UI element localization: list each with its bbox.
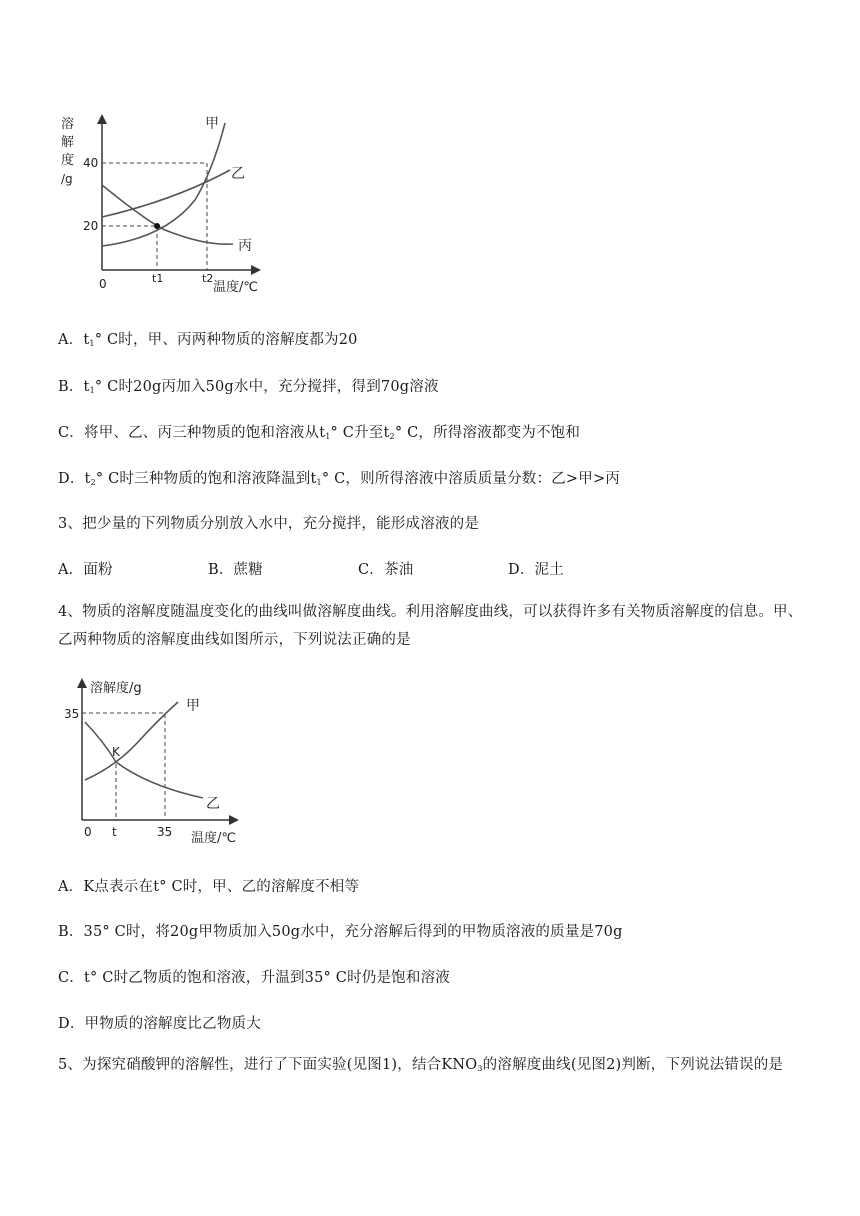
q3-option-a: A．面粉 — [58, 562, 113, 578]
q3-stem: 3、把少量的下列物质分别放入水中，充分搅拌，能形成溶液的是 — [58, 516, 480, 532]
fig2-y-arrow — [77, 678, 87, 688]
fig2-label-yi: 乙 — [206, 796, 220, 812]
fig2-origin: 0 — [84, 825, 92, 839]
fig2-xtick-35: 35 — [157, 825, 173, 839]
fig1-ylabel-char-4: /g — [61, 172, 73, 186]
fig1-label-yi: 乙 — [231, 166, 245, 182]
solubility-figure-2 — [58, 672, 258, 850]
fig2-label-jia: 甲 — [186, 698, 200, 714]
q2-option-d: D．$t_2^\circ$ C时三种物质的饱和溶液降温到$t_1^\circ$ C，则所得溶液中溶质质量分数：乙>甲>丙 — [58, 471, 620, 487]
q3-options — [58, 558, 564, 579]
fig2-curve-yi — [85, 722, 203, 798]
fig1-curve-yi — [102, 170, 230, 217]
q4-option-a: A．K点表示在t° C时，甲、乙的溶解度不相等 — [58, 879, 360, 895]
q4-stem: 4、物质的溶解度随温度变化的曲线叫做溶解度曲线。利用溶解度曲线，可以获得许多有关物质溶解度的信息。甲、乙两种物质的溶解度曲线如图所示，下列说法正确的是 — [58, 604, 803, 648]
fig1-x-arrow — [251, 265, 261, 275]
q3-option-c: C．茶油 — [358, 562, 414, 578]
fig2-ylabel: 溶解度/g — [90, 681, 142, 696]
solubility-figure-1 — [55, 108, 270, 298]
fig2-ytick-35: 35 — [64, 707, 80, 721]
q5-stem: 5、为探究硝酸钾的溶解性，进行了下面实验(见图1)，结合$KNO_3$的溶解度曲线(见图2)判断，下列说法错误的是 — [58, 1057, 784, 1073]
fig1-xtick-t1: t1 — [152, 272, 164, 285]
fig1-y-arrow — [97, 114, 107, 124]
fig2-xlabel: 温度/℃ — [191, 831, 236, 846]
fig1-intersection-point — [154, 223, 160, 229]
fig1-ylabel-char-1: 溶 — [61, 117, 75, 132]
fig1-guide-20 — [102, 226, 157, 270]
fig2-curve-jia — [85, 702, 178, 780]
fig2-x-arrow — [229, 815, 239, 825]
fig1-label-bing: 丙 — [238, 238, 252, 254]
fig1-ylabel-char-3: 度 — [61, 153, 75, 168]
q4-option-c: C．t° C时乙物质的饱和溶液，升温到35° C时仍是饱和溶液 — [58, 970, 450, 986]
fig1-label-jia: 甲 — [205, 116, 219, 132]
fig1-origin: 0 — [99, 277, 107, 291]
fig1-xtick-t2: t2 — [202, 272, 214, 285]
fig1-guide-40 — [102, 163, 207, 270]
fig2-point-k: K — [112, 745, 120, 759]
q2-option-c: C．将甲、乙、丙三种物质的饱和溶液从$t_1^\circ$ C升至$t_2^\circ$ C，所得溶液都变为不饱和 — [58, 425, 581, 441]
q4-option-d: D．甲物质的溶解度比乙物质大 — [58, 1016, 261, 1032]
fig1-curve-bing — [102, 185, 233, 244]
q3-option-d: D．泥土 — [508, 562, 564, 578]
q2-option-b: B．$t_1^\circ$ C时20g丙加入50g水中，充分搅拌，得到70g溶液 — [58, 379, 439, 395]
fig2-xtick-t: t — [112, 825, 117, 839]
q3-option-b: B．蔗糖 — [208, 562, 263, 578]
q2-option-a: A．$t_1^\circ$ C时，甲、丙两种物质的溶解度都为20 — [58, 332, 358, 348]
fig1-ytick-40: 40 — [83, 156, 99, 170]
fig1-xlabel: 温度/℃ — [213, 280, 258, 295]
q4-option-b: B．35° C时，将20g甲物质加入50g水中，充分溶解后得到的甲物质溶液的质量是70g — [58, 924, 623, 940]
fig1-ylabel-char-2: 解 — [61, 135, 75, 150]
fig1-ytick-20: 20 — [83, 219, 99, 233]
